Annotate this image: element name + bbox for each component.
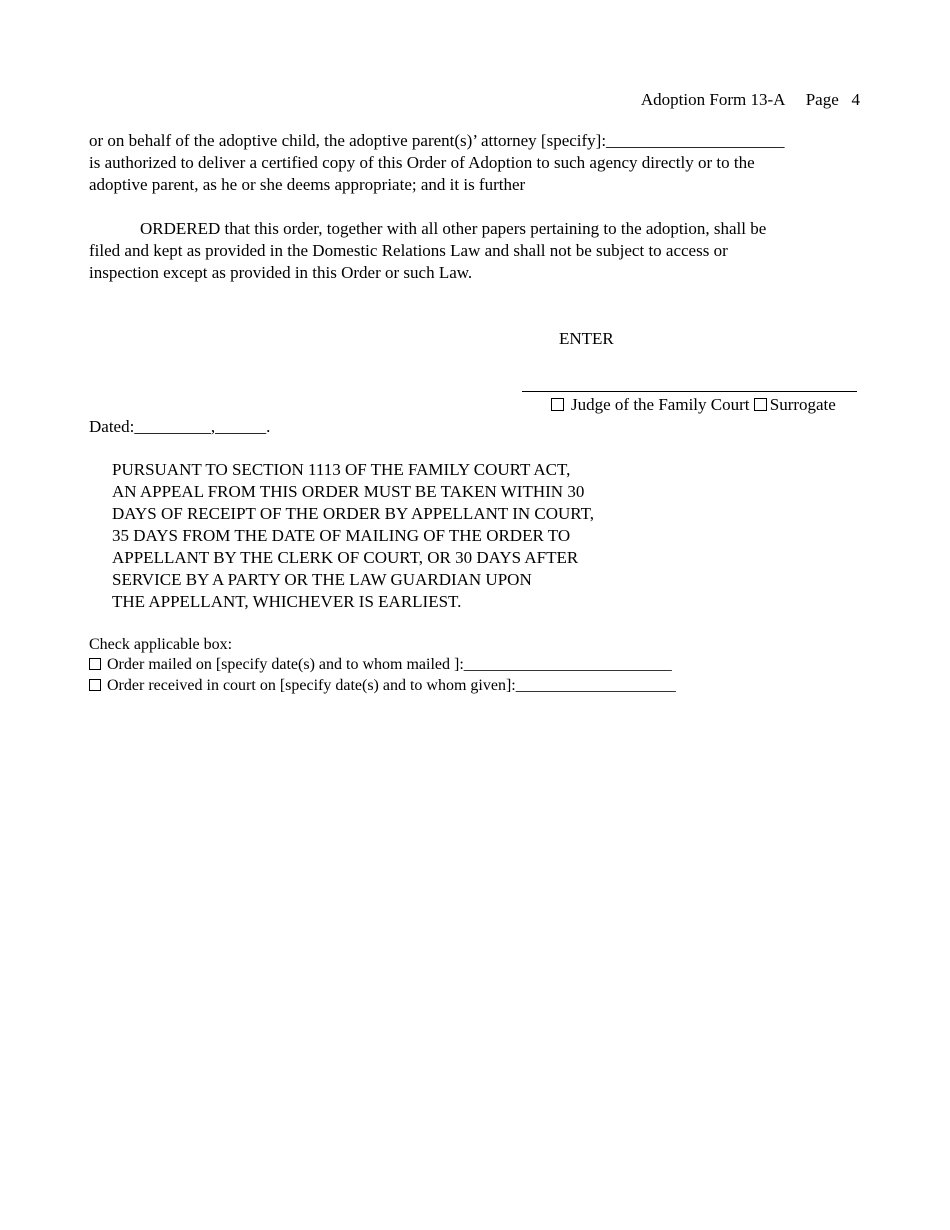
notice-line: DAYS OF RECEIPT OF THE ORDER BY APPELLANT IN COURT,	[112, 504, 594, 523]
surrogate-option-label: Surrogate	[769, 395, 836, 414]
appeal-notice	[112, 459, 594, 613]
authorization-paragraph	[89, 130, 785, 196]
signatory-options	[551, 394, 836, 416]
paragraph-line: inspection except as provided in this Order or such Law.	[89, 263, 473, 282]
paragraph-line: is authorized to deliver a certified copy of this Order of Adoption to such agency directly or to the	[89, 153, 755, 172]
paragraph-line: adoptive parent, as he or she deems appropriate; and it is further	[89, 175, 526, 194]
judge-checkbox[interactable]	[551, 398, 564, 411]
notice-line: APPELLANT BY THE CLERK OF COURT, OR 30 DAYS AFTER	[112, 548, 579, 567]
option-received	[89, 676, 676, 696]
page-header	[641, 89, 860, 111]
notice-line: AN APPEAL FROM THIS ORDER MUST BE TAKEN WITHIN 30	[112, 482, 585, 501]
paragraph-line: or on behalf of the adoptive child, the adoptive parent(s)’ attorney [specify]:_____________________	[89, 131, 785, 150]
page-number: 4	[851, 90, 860, 109]
option-mailed	[89, 655, 672, 675]
surrogate-checkbox[interactable]	[754, 398, 767, 411]
page-label: Page	[805, 90, 839, 109]
option-mailed-label[interactable]: Order mailed on [specify date(s) and to whom mailed ]:__________________________	[107, 656, 672, 673]
received-checkbox[interactable]	[89, 679, 101, 691]
check-applicable-label: Check applicable box:	[89, 636, 233, 653]
paragraph-line: filed and kept as provided in the Domestic Relations Law and shall not be subject to access or	[89, 241, 728, 260]
notice-line: PURSUANT TO SECTION 1113 OF THE FAMILY COURT ACT,	[112, 460, 571, 479]
signature-line[interactable]	[522, 391, 857, 392]
notice-line: THE APPELLANT, WHICHEVER IS EARLIEST.	[112, 592, 462, 611]
paragraph-line: ORDERED that this order, together with all other papers pertaining to the adoption, shall be	[89, 219, 767, 238]
notice-line: 35 DAYS FROM THE DATE OF MAILING OF THE ORDER TO	[112, 526, 571, 545]
dated-field[interactable]: Dated:_________,______.	[89, 417, 271, 436]
option-received-label[interactable]: Order received in court on [specify date(s) and to whom given]:____________________	[107, 677, 676, 694]
form-name: Adoption Form 13-A	[640, 90, 785, 109]
notice-line: SERVICE BY A PARTY OR THE LAW GUARDIAN UPON	[112, 570, 532, 589]
judge-option-label: Judge of the Family Court	[571, 395, 750, 414]
mailed-checkbox[interactable]	[89, 658, 101, 670]
enter-label: ENTER	[559, 329, 614, 348]
ordered-paragraph	[89, 218, 766, 284]
